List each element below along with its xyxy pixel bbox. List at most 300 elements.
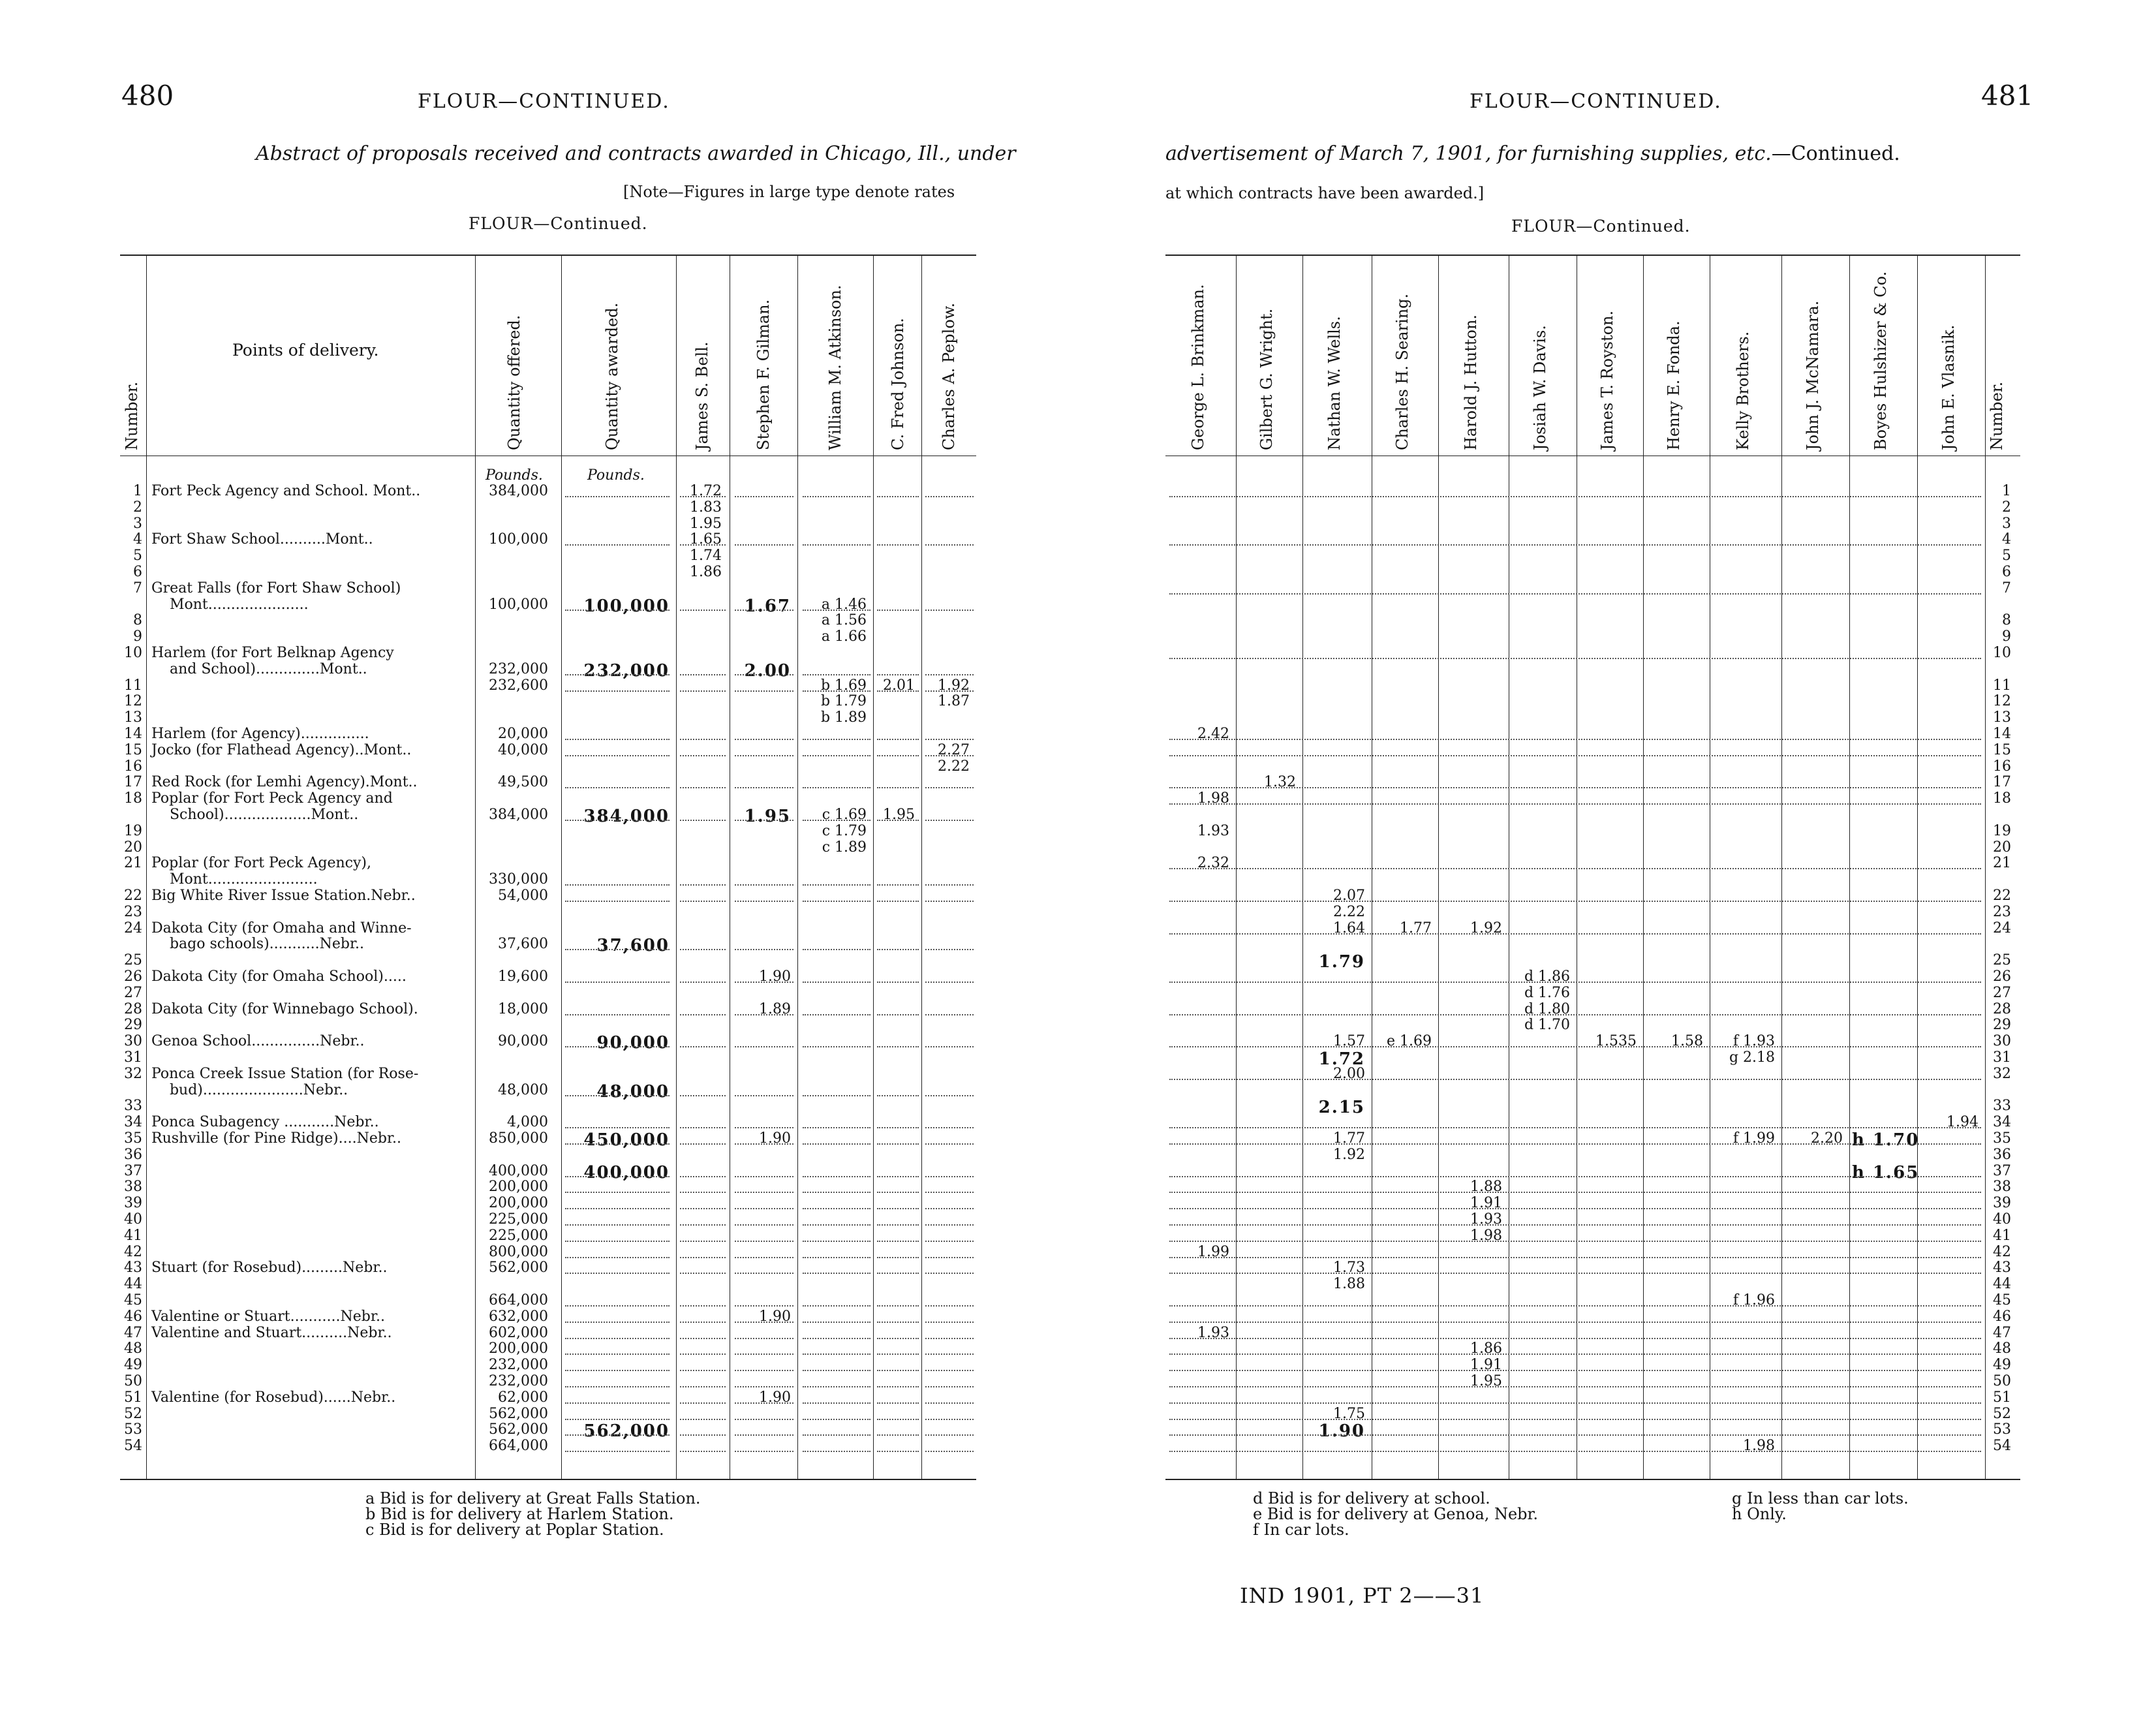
leader-dots	[1169, 1257, 1981, 1258]
row-number: 9	[133, 628, 142, 645]
leader-dots	[803, 1176, 870, 1177]
point-of-delivery: School)...................Mont..	[151, 807, 359, 823]
bid-cell: 2.42	[1197, 726, 1229, 742]
quantity-offered-cell: 200,000	[489, 1340, 548, 1357]
bid-cell: f 1.93	[1732, 1033, 1775, 1050]
right-footnote-f: f In car lots.	[1253, 1521, 1349, 1539]
right-bidder-header-box	[1710, 261, 1781, 450]
row-number: 14	[124, 726, 142, 742]
quantity-awarded-cell: 384,000	[583, 807, 670, 826]
leader-dots	[925, 820, 974, 821]
leader-dots	[877, 1451, 919, 1452]
quantity-offered-cell: 800,000	[489, 1243, 548, 1260]
leader-dots	[877, 1305, 919, 1307]
bid-cell: 1.90	[759, 1389, 791, 1406]
bid-cell: 1.87	[938, 693, 970, 710]
leader-dots	[735, 1338, 793, 1339]
row-number: 19	[1993, 822, 2011, 839]
bid-cell: 2.00	[1333, 1065, 1365, 1082]
point-of-delivery: Ponca Subagency ...........Nebr..	[151, 1114, 379, 1131]
quantity-offered-cell: 19,600	[498, 968, 548, 985]
leader-dots	[735, 1451, 793, 1452]
right-number-header: Number.	[1988, 381, 2006, 450]
leader-dots	[565, 544, 670, 546]
leader-dots	[680, 1241, 726, 1242]
left-col-rule	[921, 255, 922, 1479]
bid-cell: 1.98	[1743, 1438, 1775, 1455]
point-of-delivery: Poplar (for Fort Peck Agency and	[151, 790, 393, 807]
leader-dots	[735, 1305, 793, 1307]
right-bidder-header: Harold J. Hutton.	[1462, 314, 1480, 450]
leader-dots	[735, 1095, 793, 1096]
leader-dots	[1169, 803, 1981, 805]
leader-dots	[565, 982, 670, 983]
leader-dots	[877, 820, 919, 821]
bid-cell: 1.57	[1333, 1033, 1365, 1050]
leader-dots	[877, 1386, 919, 1387]
bidder-header-box	[732, 261, 796, 450]
leader-dots	[1169, 901, 1981, 902]
row-number: 41	[124, 1227, 142, 1244]
row-number: 29	[124, 1017, 142, 1034]
leader-dots	[680, 674, 726, 675]
leader-dots	[877, 1176, 919, 1177]
leader-dots	[803, 739, 870, 740]
row-number: 12	[124, 693, 142, 710]
leader-dots	[735, 1273, 793, 1274]
right-bidder-header-box	[1438, 261, 1509, 450]
row-number: 52	[1993, 1405, 2011, 1422]
leader-dots	[735, 690, 793, 692]
leader-dots	[925, 1208, 974, 1209]
bid-cell: 2.22	[1333, 903, 1365, 920]
row-number: 45	[124, 1292, 142, 1308]
bid-cell: 1.77	[1400, 920, 1432, 936]
quantity-awarded-cell: 37,600	[596, 936, 670, 956]
row-number: 43	[124, 1260, 142, 1276]
row-number: 31	[124, 1049, 142, 1066]
row-number: 21	[1993, 855, 2011, 872]
row-number: 22	[124, 888, 142, 904]
bid-cell: h 1.70	[1852, 1130, 1920, 1150]
point-of-delivery: Ponca Creek Issue Station (for Rose-	[151, 1065, 419, 1082]
right-bidder-header: George L. Brinkman.	[1189, 284, 1207, 450]
row-number: 5	[133, 548, 142, 565]
leader-dots	[680, 884, 726, 886]
row-number: 26	[1993, 968, 2011, 985]
leader-dots	[925, 1419, 974, 1420]
leader-dots	[735, 1434, 793, 1436]
left-footnote-c: c Bid is for delivery at Poplar Station.	[365, 1521, 664, 1539]
right-bidder-header: Kelly Brothers.	[1734, 331, 1752, 450]
leader-dots	[925, 1143, 974, 1145]
quantity-offered-cell: 384,000	[489, 807, 548, 823]
left-page-number: 480	[121, 80, 174, 112]
leader-dots	[877, 1338, 919, 1339]
bidder-header-gilman: Stephen F. Gilman.	[754, 299, 773, 450]
quantity-offered-cell: 100,000	[489, 531, 548, 548]
bid-cell: 2.32	[1197, 855, 1229, 872]
quantity-offered-cell: 40,000	[498, 741, 548, 758]
bid-cell: d 1.86	[1524, 968, 1570, 985]
row-number: 6	[133, 564, 142, 580]
row-number: 33	[124, 1098, 142, 1115]
bidder-header-box	[876, 261, 920, 450]
quantity-offered-cell: 48,000	[498, 1081, 548, 1098]
right-bidder-header-box	[1643, 261, 1710, 450]
quantity-offered-cell: 664,000	[489, 1438, 548, 1455]
bid-cell: 1.75	[1333, 1405, 1365, 1422]
leader-dots	[680, 1257, 726, 1258]
leader-dots	[735, 674, 793, 675]
row-number: 51	[124, 1389, 142, 1406]
right-bidder-header: Henry E. Fonda.	[1665, 320, 1683, 450]
leader-dots	[925, 1434, 974, 1436]
leader-dots	[877, 496, 919, 497]
leader-dots	[735, 1257, 793, 1258]
offered-units: Pounds.	[485, 467, 543, 484]
leader-dots	[877, 1127, 919, 1128]
row-number: 19	[124, 822, 142, 839]
leader-dots	[877, 1402, 919, 1404]
leader-dots	[565, 610, 670, 611]
leader-dots	[925, 1095, 974, 1096]
point-of-delivery: Mont......................	[151, 596, 309, 613]
row-number: 38	[124, 1179, 142, 1196]
bid-cell: 1.94	[1947, 1114, 1979, 1131]
row-number: 15	[1993, 741, 2011, 758]
leader-dots	[803, 1127, 870, 1128]
leader-dots	[565, 1451, 670, 1452]
leader-dots	[565, 1386, 670, 1387]
leader-dots	[877, 1322, 919, 1323]
leader-dots	[1169, 1208, 1981, 1209]
leader-dots	[925, 1046, 974, 1047]
leader-dots	[680, 1127, 726, 1128]
bid-cell: 1.535	[1595, 1033, 1637, 1050]
bid-cell: b 1.69	[820, 677, 867, 694]
leader-dots	[1169, 1224, 1981, 1226]
row-number: 20	[124, 839, 142, 856]
leader-dots	[680, 1176, 726, 1177]
leader-dots	[735, 755, 793, 756]
quantity-offered-cell: 602,000	[489, 1324, 548, 1341]
point-of-delivery: Stuart (for Rosebud).........Nebr..	[151, 1260, 388, 1276]
right-footnote-e: e Bid is for delivery at Genoa, Nebr.	[1253, 1505, 1538, 1523]
leader-dots	[1169, 1192, 1981, 1193]
bid-cell: 1.72	[690, 483, 722, 499]
bid-cell: 1.93	[1197, 1324, 1229, 1341]
leader-dots	[803, 901, 870, 902]
right-subtitle-plain: —Continued.	[1771, 142, 1900, 165]
point-of-delivery: Poplar (for Fort Peck Agency),	[151, 855, 372, 872]
row-number: 39	[124, 1195, 142, 1212]
leader-dots	[565, 1273, 670, 1274]
row-number: 39	[1993, 1195, 2011, 1212]
leader-dots	[1169, 1353, 1981, 1355]
leader-dots	[877, 1095, 919, 1096]
right-footnote-d: d Bid is for delivery at school.	[1253, 1489, 1490, 1508]
leader-dots	[565, 1241, 670, 1242]
quantity-offered-cell: 632,000	[489, 1308, 548, 1325]
leader-dots	[680, 1192, 726, 1193]
leader-dots	[680, 1273, 726, 1274]
leader-dots	[877, 755, 919, 756]
leader-dots	[803, 610, 870, 611]
leader-dots	[925, 787, 974, 788]
leader-dots	[877, 1192, 919, 1193]
leader-dots	[925, 1127, 974, 1128]
leader-dots	[925, 1386, 974, 1387]
leader-dots	[735, 1241, 793, 1242]
right-bidder-header: Charles H. Searing.	[1393, 293, 1411, 450]
left-table-caption: FLOUR—Continued.	[469, 214, 648, 233]
leader-dots	[925, 1322, 974, 1323]
leader-dots	[565, 674, 670, 675]
point-of-delivery: bud)......................Nebr..	[151, 1081, 348, 1098]
row-number: 40	[1993, 1211, 2011, 1228]
leader-dots	[803, 1386, 870, 1387]
bid-cell: b 1.79	[820, 693, 867, 710]
point-of-delivery: Dakota City (for Omaha and Winne-	[151, 920, 412, 936]
leader-dots	[735, 610, 793, 611]
leader-dots	[735, 1143, 793, 1145]
row-number: 48	[1993, 1340, 2011, 1357]
row-number: 50	[1993, 1373, 2011, 1389]
row-number: 42	[1993, 1243, 2011, 1260]
leader-dots	[565, 1127, 670, 1128]
right-footnote-g: g In less than car lots.	[1732, 1489, 1909, 1508]
bid-cell: 1.65	[690, 531, 722, 548]
row-number: 5	[2002, 548, 2011, 565]
row-number: 44	[124, 1276, 142, 1293]
leader-dots	[680, 1402, 726, 1404]
bid-cell: 1.73	[1333, 1260, 1365, 1276]
bid-cell: g 2.18	[1729, 1049, 1775, 1066]
leader-dots	[735, 1176, 793, 1177]
row-number: 27	[124, 984, 142, 1001]
right-table-top-rule	[1165, 255, 2020, 256]
leader-dots	[1169, 1451, 1981, 1452]
bid-cell: f 1.99	[1732, 1130, 1775, 1147]
leader-dots	[680, 1014, 726, 1015]
quantity-offered-cell: 18,000	[498, 1000, 548, 1017]
point-of-delivery: Dakota City (for Winnebago School).	[151, 1000, 418, 1017]
leader-dots	[1169, 1434, 1981, 1436]
leader-dots	[803, 544, 870, 546]
bidder-header-box	[679, 261, 728, 450]
leader-dots	[680, 690, 726, 692]
quantity-offered-cell: 225,000	[489, 1227, 548, 1244]
quantity-awarded-cell: 400,000	[583, 1162, 670, 1183]
leader-dots	[1169, 755, 1981, 756]
bid-cell: a 1.46	[821, 596, 867, 613]
leader-dots	[565, 1338, 670, 1339]
leader-dots	[803, 1095, 870, 1096]
leader-dots	[803, 1014, 870, 1015]
right-bidder-header-box	[1302, 261, 1372, 450]
left-number-header-box	[121, 261, 146, 450]
right-bidder-header: John J. McNamara.	[1804, 300, 1822, 450]
leader-dots	[1169, 1370, 1981, 1371]
leader-dots	[925, 1241, 974, 1242]
row-number: 41	[1993, 1227, 2011, 1244]
quantity-offered-cell: 20,000	[498, 726, 548, 742]
bid-cell: 1.92	[1470, 920, 1502, 936]
leader-dots	[877, 901, 919, 902]
leader-dots	[735, 884, 793, 886]
leader-dots	[680, 787, 726, 788]
leader-dots	[735, 787, 793, 788]
signature-mark: IND 1901, PT 2——31	[1240, 1583, 1485, 1608]
leader-dots	[1169, 1127, 1981, 1128]
leader-dots	[803, 1322, 870, 1323]
leader-dots	[803, 674, 870, 675]
bid-cell: 2.15	[1318, 1098, 1365, 1118]
row-number: 8	[133, 612, 142, 629]
leader-dots	[803, 1143, 870, 1145]
row-number: 25	[124, 952, 142, 969]
bid-cell: e 1.69	[1387, 1033, 1432, 1050]
row-number: 1	[133, 483, 142, 499]
leader-dots	[735, 982, 793, 983]
leader-dots	[565, 820, 670, 821]
row-number: 30	[124, 1033, 142, 1050]
quantity-awarded-cell: 100,000	[583, 596, 670, 616]
leader-dots	[680, 1451, 726, 1452]
leader-dots	[565, 1353, 670, 1355]
row-number: 26	[124, 968, 142, 985]
leader-dots	[565, 1208, 670, 1209]
bidder-header-box	[800, 261, 872, 450]
quantity-offered-cell: 562,000	[489, 1260, 548, 1276]
leader-dots	[877, 1046, 919, 1047]
bid-cell: 1.72	[1318, 1049, 1365, 1069]
leader-dots	[1169, 1046, 1981, 1047]
bidder-header-johnson: C. Fred Johnson.	[889, 318, 907, 450]
leader-dots	[925, 1176, 974, 1177]
leader-dots	[565, 1370, 670, 1371]
leader-dots	[680, 1046, 726, 1047]
leader-dots	[735, 1192, 793, 1193]
row-number: 53	[1993, 1421, 2011, 1438]
row-number: 37	[124, 1162, 142, 1179]
right-note: at which contracts have been awarded.]	[1165, 184, 1485, 202]
quantity-offered-cell: 232,000	[489, 1357, 548, 1374]
row-number: 40	[124, 1211, 142, 1228]
leader-dots	[803, 1370, 870, 1371]
left-number-header: Number.	[123, 381, 141, 450]
leader-dots	[925, 1305, 974, 1307]
leader-dots	[565, 1434, 670, 1436]
leader-dots	[565, 1014, 670, 1015]
row-number: 21	[124, 855, 142, 872]
bid-cell: 1.67	[744, 596, 791, 616]
right-subtitle	[1165, 142, 1900, 165]
bid-cell: 1.99	[1197, 1243, 1229, 1260]
point-of-delivery: Harlem (for Agency)...............	[151, 726, 369, 742]
leader-dots	[925, 1370, 974, 1371]
bid-cell: 1.32	[1264, 774, 1296, 791]
row-number: 34	[124, 1114, 142, 1131]
row-number: 33	[1993, 1098, 2011, 1115]
bid-cell: 1.58	[1671, 1033, 1703, 1050]
row-number: 7	[2002, 580, 2011, 596]
leader-dots	[803, 1224, 870, 1226]
quantity-offered-cell: 850,000	[489, 1130, 548, 1147]
quantity-offered-cell: 4,000	[507, 1114, 548, 1131]
right-bidder-header-box	[1236, 261, 1302, 450]
point-of-delivery: Valentine (for Rosebud)......Nebr..	[151, 1389, 396, 1406]
row-number: 24	[1993, 920, 2011, 936]
leader-dots	[1169, 1419, 1981, 1420]
leader-dots	[680, 610, 726, 611]
row-number: 24	[124, 920, 142, 936]
leader-dots	[877, 1224, 919, 1226]
point-of-delivery: Fort Shaw School..........Mont..	[151, 531, 373, 548]
leader-dots	[1169, 868, 1981, 869]
quantity-offered-cell: 54,000	[498, 888, 548, 904]
bid-cell: 1.92	[1333, 1146, 1365, 1163]
leader-dots	[925, 1192, 974, 1193]
leader-dots	[680, 496, 726, 497]
bid-cell: 1.93	[1197, 822, 1229, 839]
leader-dots	[803, 949, 870, 950]
quantity-awarded-cell: 562,000	[583, 1421, 670, 1442]
row-number: 36	[1993, 1146, 2011, 1163]
leader-dots	[1169, 1338, 1981, 1339]
bid-cell: f 1.96	[1732, 1292, 1775, 1308]
bid-cell: 1.95	[1470, 1373, 1502, 1389]
point-of-delivery: Valentine or Stuart...........Nebr..	[151, 1308, 385, 1325]
leader-dots	[925, 544, 974, 546]
row-number: 46	[124, 1308, 142, 1325]
leader-dots	[735, 901, 793, 902]
right-bidder-header-box	[1372, 261, 1438, 450]
left-col-rule	[146, 255, 147, 1479]
row-number: 7	[133, 580, 142, 596]
leader-dots	[565, 1224, 670, 1226]
leader-dots	[1169, 544, 1981, 546]
row-number: 11	[1993, 677, 2011, 694]
leader-dots	[1169, 593, 1981, 595]
left-note: [Note—Figures in large type denote rates	[623, 183, 955, 201]
leader-dots	[877, 787, 919, 788]
row-number: 27	[1993, 984, 2011, 1001]
row-number: 54	[1993, 1438, 2011, 1455]
row-number: 13	[124, 709, 142, 726]
quantity-offered-cell: 100,000	[489, 596, 548, 613]
row-number: 14	[1993, 726, 2011, 742]
row-number: 46	[1993, 1308, 2011, 1325]
bid-cell: 1.64	[1333, 920, 1365, 936]
row-number: 4	[133, 531, 142, 548]
right-number-header-box	[1985, 261, 2014, 450]
row-number: 2	[133, 499, 142, 516]
row-number: 18	[124, 790, 142, 807]
bid-cell: c 1.69	[822, 807, 867, 823]
leader-dots	[680, 1224, 726, 1226]
row-number: 18	[1993, 790, 2011, 807]
leader-dots	[1169, 658, 1981, 659]
leader-dots	[680, 739, 726, 740]
row-number: 28	[1993, 1000, 2011, 1017]
leader-dots	[925, 884, 974, 886]
right-bidder-header: John E. Vlasnik.	[1939, 324, 1958, 450]
leader-dots	[925, 1353, 974, 1355]
row-number: 35	[1993, 1130, 2011, 1147]
right-bidder-header: Gilbert G. Wright.	[1257, 308, 1276, 450]
